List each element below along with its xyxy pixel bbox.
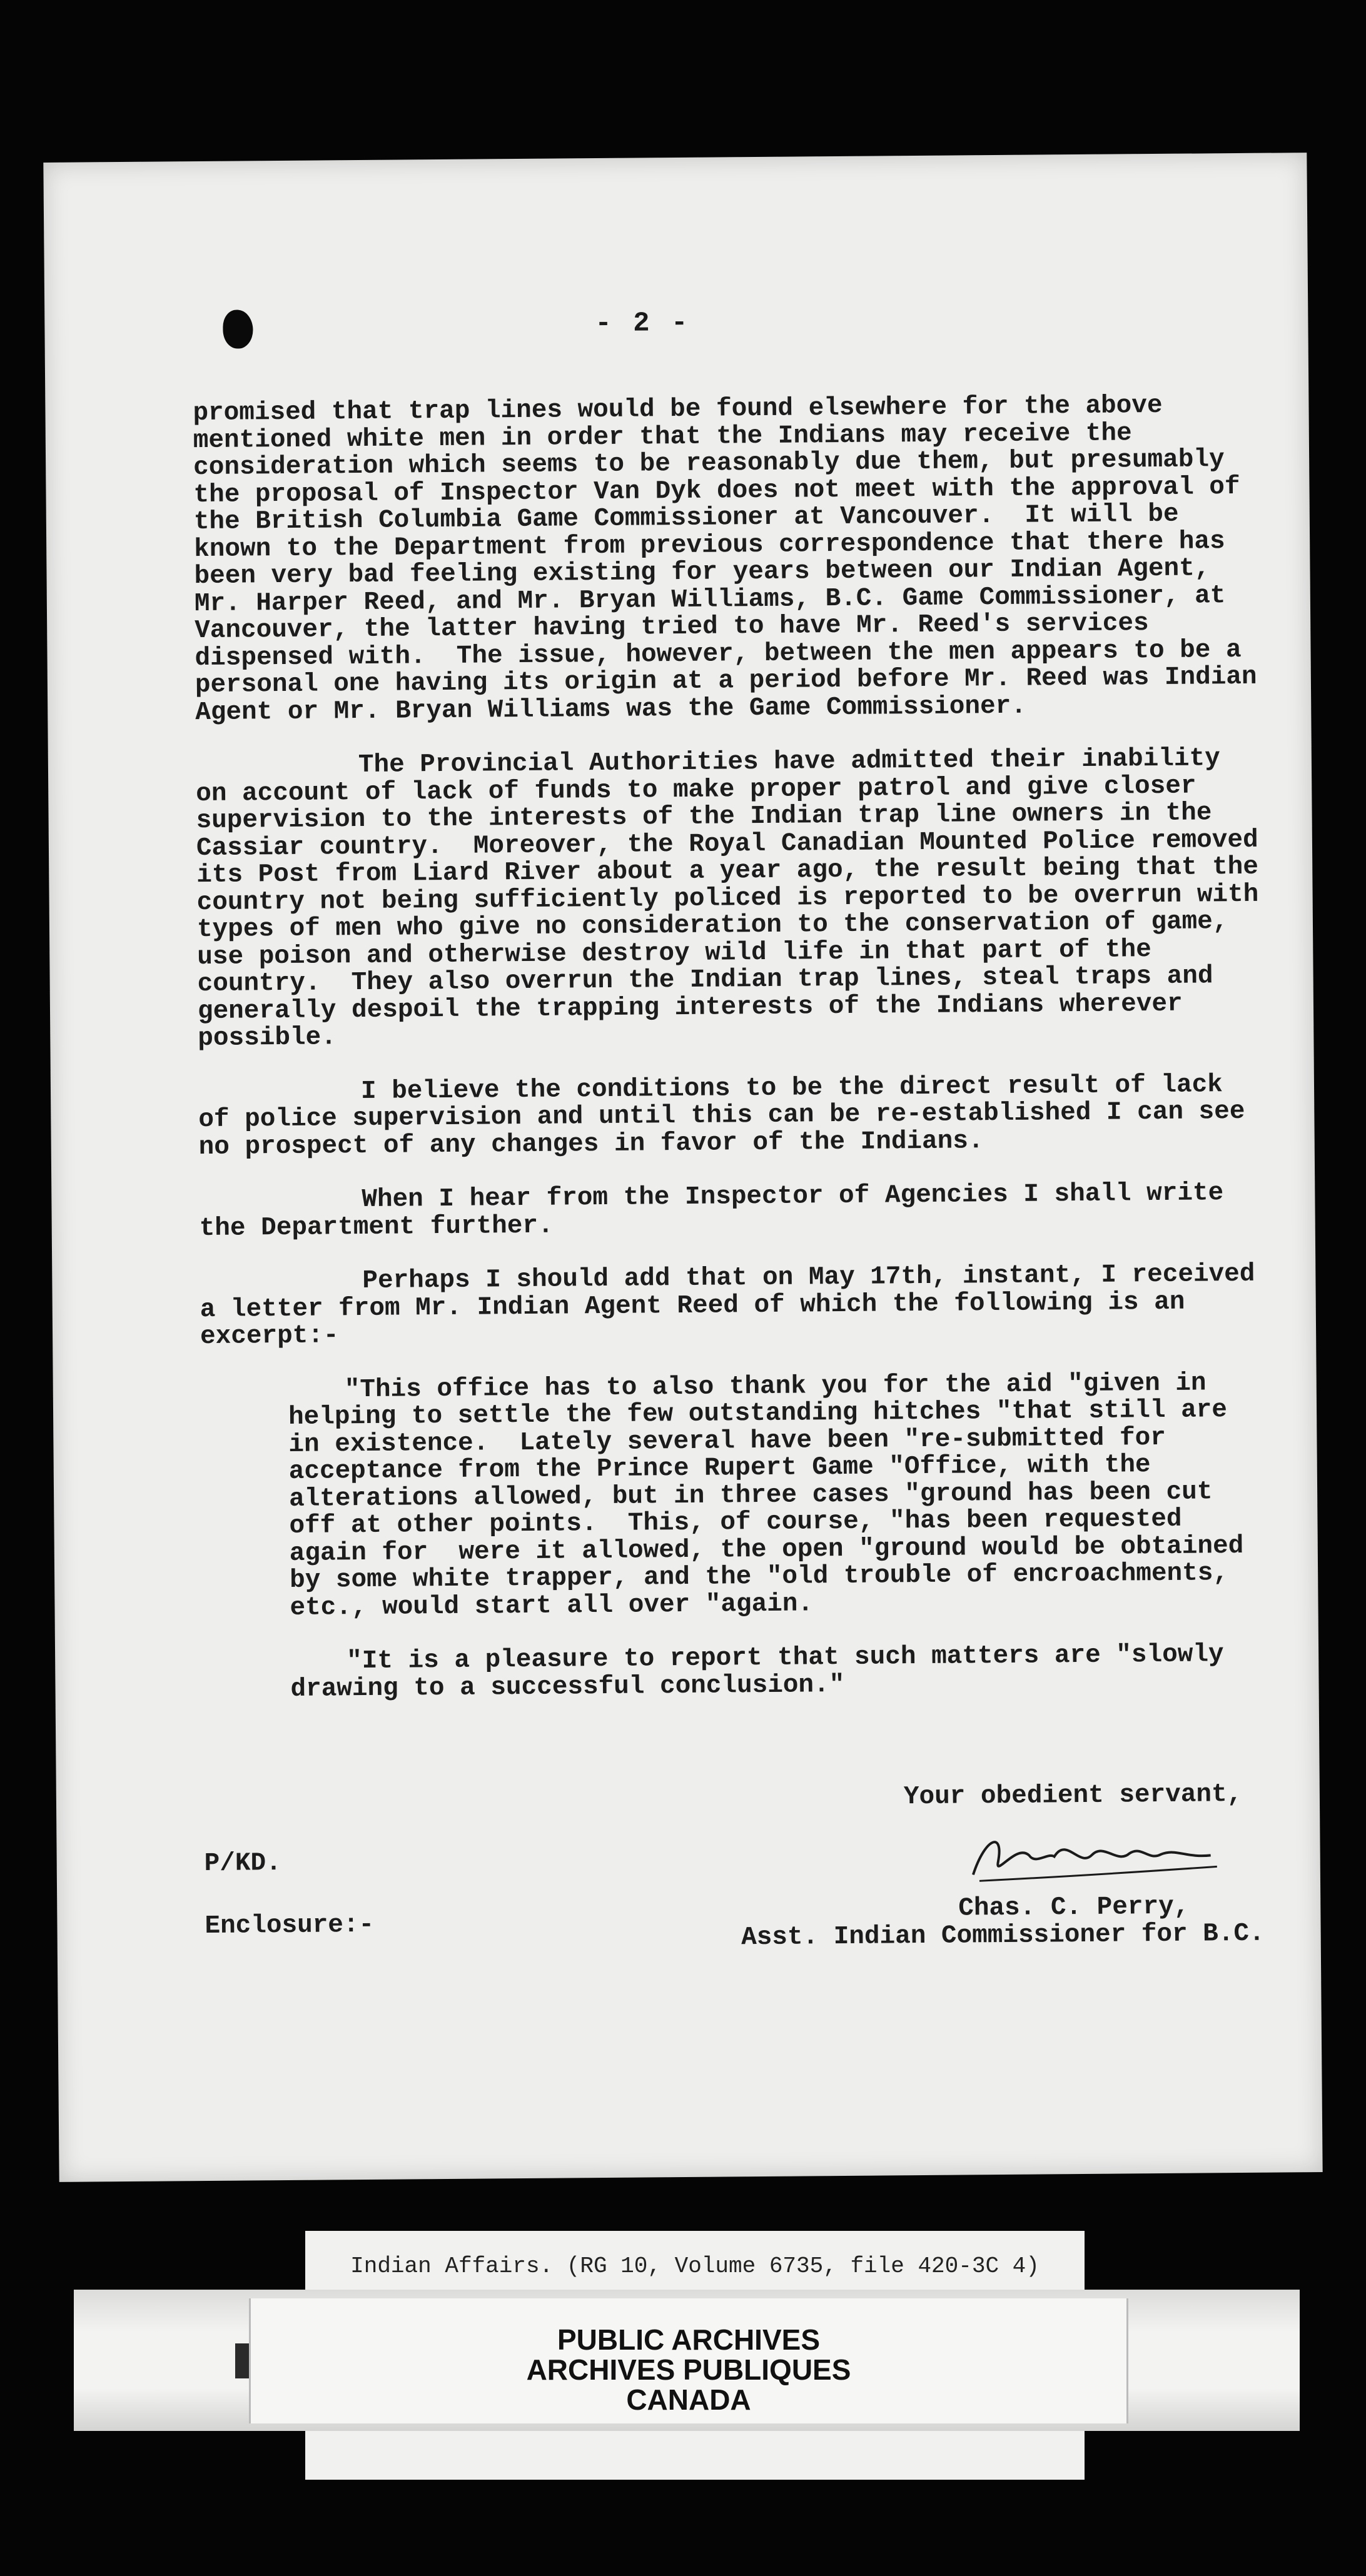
paragraph-3: I believe the conditions to be the direct result of lack of police supervision and until this can be re-established I can see no prospect of any changes in favor of the Indians.	[198, 1070, 1261, 1162]
quote-excerpt-2: "It is a pleasure to report that such matters are "slowly drawing to a successful conclusion."	[290, 1640, 1240, 1704]
clip-left	[235, 2343, 249, 2378]
archive-stamp-text	[251, 2325, 1126, 2415]
page-number: - 2 -	[595, 307, 691, 340]
signature-block	[714, 1893, 1265, 1952]
paragraph-1: promised that trap lines would be found elsewhere for the above mentioned white men in order that the Indians may receive the consideration which seems to be reasonably due them, but presumably the proposal of Inspector Van Dyk does not meet with the approval of the British Columbia Game Commissioner at Vancouver. It will be known to the Department from previous correspondence that there has been very bad feeling existing for years between our Indian Agent, Mr. Harper Reed, and Mr. Bryan Williams, B.C. Game Commissioner, at Vancouver, the latter having tried to have Mr. Reed's services dispensed with. The issue, however, between the men appears to be a personal one having its origin at a period before Mr. Reed was Indian Agent or Mr. Bryan Williams was the Game Commissioner.	[193, 391, 1273, 727]
handwritten-signature	[960, 1816, 1223, 1893]
archive-line-1: PUBLIC ARCHIVES	[557, 2323, 820, 2356]
paragraph-4: When I hear from the Inspector of Agencies I shall write the Department further.	[199, 1179, 1239, 1243]
letter-page	[43, 153, 1322, 2182]
signer-title: Asst. Indian Commissioner for B.C.	[741, 1919, 1265, 1953]
quote-excerpt-1: "This office has to also thank you for the aid "given in helping to settle the few outstanding hitches "that still are in existence. Lately several have been "re-submitted for acceptance from the Prince Rupert Game "Office, with the alterations allowed, but in three cases "ground has been cut off at other points. This, of course, "has been requested again for were it allowed, the open "ground would be obtained by some white trapper, and the "old trouble of encroachments, etc., would start all over "again.	[288, 1368, 1260, 1623]
typist-initials: P/KD.	[204, 1849, 281, 1879]
archive-stamp-strip	[74, 2290, 1300, 2431]
closing-line: Your obedient servant,	[903, 1780, 1243, 1812]
letter-body	[193, 391, 1275, 1731]
archive-line-3: CANADA	[626, 2383, 751, 2416]
archive-stamp	[249, 2298, 1128, 2423]
archive-citation: Indian Affairs. (RG 10, Volume 6735, file 420-3C 4)	[350, 2253, 1040, 2279]
archive-line-2: ARCHIVES PUBLIQUES	[526, 2353, 851, 2386]
punch-hole	[223, 309, 253, 348]
signer-name: Chas. C. Perry,	[958, 1892, 1190, 1923]
paragraph-5: Perhaps I should add that on May 17th, instant, I received a letter from Mr. Indian Agent Reed of which the following is an excerpt:-	[200, 1259, 1271, 1352]
enclosure-note: Enclosure:-	[205, 1910, 375, 1941]
paragraph-2: The Provincial Authorities have admitted their inability on account of lack of funds to make proper patrol and give closer supervision to the interests of the Indian trap line owners in the Cassiar country. Moreover, the Royal Canadian Mounted Police removed its Post from Liard River about a year ago, the result being that the country not being sufficiently policed is reported to be overrun with types of men who give no consideration to the conservation of game, use poison and otherwise destroy wild life in that part of the country. They also overrun the Indian trap lines, steal traps and generally despoil the trapping interests of the Indians wherever possible.	[196, 744, 1275, 1054]
